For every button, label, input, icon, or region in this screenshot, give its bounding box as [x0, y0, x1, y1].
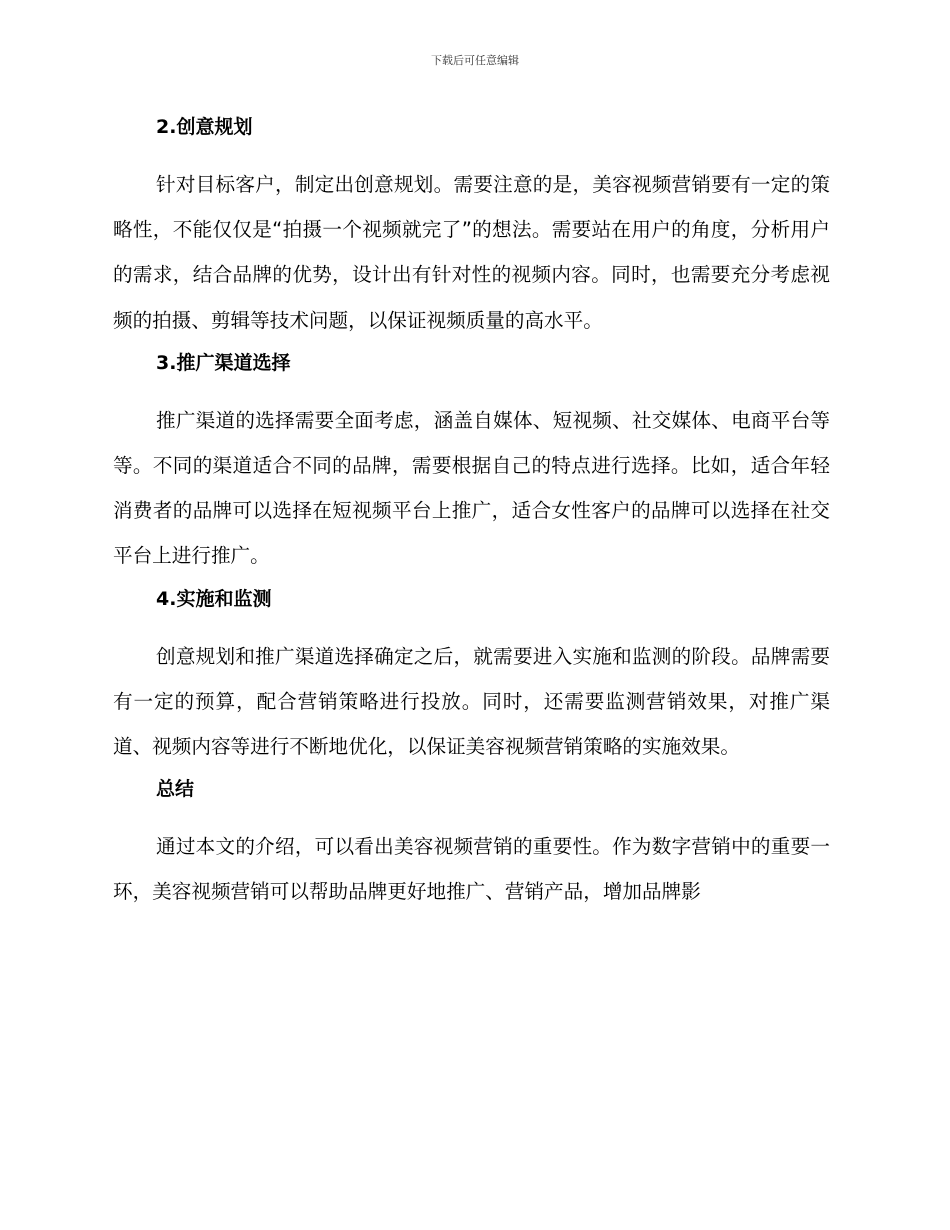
section-summary — [113, 774, 830, 914]
section-paragraph: 针对目标客户，制定出创意规划。需要注意的是，美容视频营销要有一定的策略性，不能仅仅是“拍摄一个视频就完了”的想法。需要站在用户的角度，分析用户的需求，结合品牌的优势，设计出有针对性的视频内容。同时，也需要充分考虑视频的拍摄、剪辑等技术问题，以保证视频质量的高水平。 — [113, 173, 830, 332]
section-implementation-monitoring — [113, 584, 830, 770]
section-channel-selection — [113, 348, 830, 579]
section-paragraph: 通过本文的介绍，可以看出美容视频营销的重要性。作为数字营销中的重要一环，美容视频营销可以帮助品牌更好地推广、营销产品，增加品牌影 — [113, 835, 830, 904]
section-heading: 4.实施和监测 — [156, 587, 272, 610]
section-heading: 3.推广渠道选择 — [156, 351, 291, 374]
document-body — [113, 112, 830, 915]
section-heading: 总结 — [156, 778, 195, 801]
section-paragraph: 推广渠道的选择需要全面考虑，涵盖自媒体、短视频、社交媒体、电商平台等等。不同的渠道适合不同的品牌，需要根据自己的特点进行选择。比如，适合年轻消费者的品牌可以选择在短视频平台上推广，适合女性客户的品牌可以选择在社交平台上进行推广。 — [113, 408, 830, 568]
page-header: 下载后可任意编辑 — [431, 54, 519, 67]
section-creative-planning — [113, 112, 830, 343]
section-heading: 2.创意规划 — [156, 116, 253, 138]
section-paragraph: 创意规划和推广渠道选择确定之后，就需要进入实施和监测的阶段。品牌需要有一定的预算，配合营销策略进行投放。同时，还需要监测营销效果，对推广渠道、视频内容等进行不断地优化，以保证美容视频营销策略的实施效果。 — [113, 644, 830, 759]
